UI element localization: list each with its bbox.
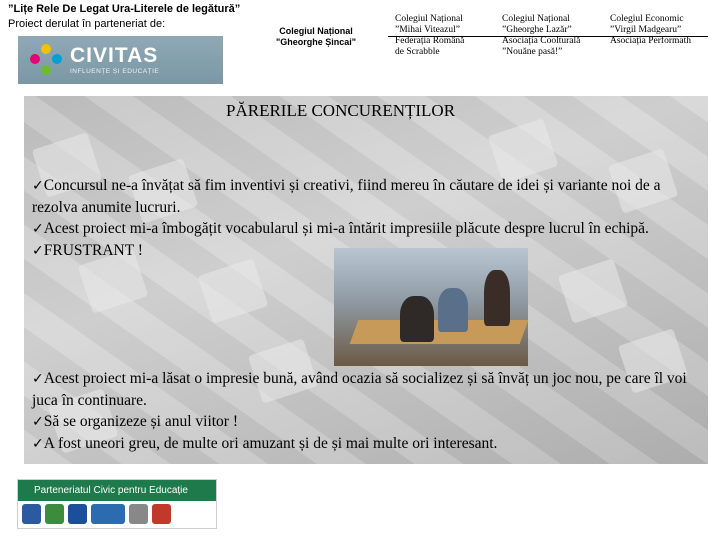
opinion-item: [32, 368, 700, 411]
scrabble-tile: [488, 118, 559, 183]
scrabble-tile: [558, 258, 629, 323]
opinion-text: Acest proiect mi-a lăsat o impresie bună, având ocazia să socializez și să învăț un joc nou, pe care îl voi juca în continuare.: [32, 370, 687, 409]
eu-logo-icon: [68, 504, 87, 524]
partner-line: ”Nouăne pasă!”: [502, 47, 563, 57]
opinion-item: [32, 411, 700, 433]
civitas-brand: CIVITAS: [70, 44, 159, 67]
instrument-logo-icon: [152, 504, 171, 524]
footer-logo-row: [22, 504, 171, 524]
emblem-logo-icon: [45, 504, 64, 524]
panel-title: PĂRERILE CONCURENȚILOR: [226, 101, 456, 120]
project-subtitle: Proiect derulat în parteneriat de:: [8, 18, 166, 30]
footer-partnership-logo: [17, 479, 217, 529]
scrabble-tile: [198, 258, 269, 323]
check-icon: ✓: [32, 178, 44, 194]
project-title: ”Lițe Rele De Legat Ura-Literele de legătură”: [8, 3, 241, 15]
opinion-item: [32, 240, 700, 262]
partner-line: Federația Română: [395, 36, 465, 46]
partner-line: Asociația Coolturală: [502, 36, 581, 46]
opinion-text: Acest proiect mi-a îmbogățit vocabularul și mi-a întărit impresiile plăcute despre lucrul în echipă.: [43, 220, 649, 237]
check-icon: ✓: [32, 243, 44, 259]
opinion-text: Să se organizeze și anul viitor !: [43, 413, 238, 430]
opinion-item: [32, 175, 700, 218]
civitas-figure-icon: [30, 44, 62, 76]
partner-sincai: [276, 26, 356, 48]
partner-line: Asociația Performath: [610, 36, 691, 46]
civitas-tagline: INFLUENȚE ȘI EDUCAȚIE: [70, 68, 160, 75]
check-icon: ✓: [32, 371, 44, 387]
photo-student: [400, 296, 434, 342]
check-icon: ✓: [32, 436, 44, 452]
partner-line: ”Virgil Madgearu”: [610, 25, 682, 35]
opinion-text: Concursul ne-a învățat să fim inventivi și creativi, fiind mereu în căutare de idei și variante noi de a rezolva anumite lucruri.: [32, 177, 661, 216]
opinions-top: [32, 175, 700, 262]
partner-line: Colegiul Național: [502, 14, 570, 24]
opinion-item: [32, 433, 700, 455]
partner-line: Colegiul Economic: [610, 14, 684, 24]
program-logo-icon: [129, 504, 148, 524]
opinion-text: FRUSTRANT !: [43, 242, 143, 259]
partner-line: Colegiul Național: [395, 14, 463, 24]
partner-line: de Scrabble: [395, 47, 440, 57]
photo-student: [438, 288, 468, 332]
classroom-photo: [334, 248, 528, 366]
opinion-item: [32, 218, 700, 240]
fse-logo-icon: [91, 504, 125, 524]
partner-line: ”Gheorghe Lazăr”: [502, 25, 572, 35]
partner-madgearu: [610, 14, 691, 47]
header-divider: [388, 36, 708, 37]
partner-line: Colegiul Național: [279, 26, 353, 36]
check-icon: ✓: [32, 414, 44, 430]
check-icon: ✓: [32, 221, 44, 237]
photo-teacher: [484, 270, 510, 326]
partner-line: "Gheorghe Șincai": [276, 37, 357, 47]
opinion-text: A fost uneori greu, de multe ori amuzant și de și mai multe ori interesant.: [43, 435, 498, 452]
partner-line: ”Mihai Viteazul”: [395, 25, 460, 35]
opinions-bottom: [32, 368, 700, 455]
ministry-logo-icon: [22, 504, 41, 524]
civitas-logo: [18, 36, 223, 84]
footer-banner: Parteneriatul Civic pentru Educație: [18, 480, 216, 501]
opinions-panel: [24, 96, 708, 464]
